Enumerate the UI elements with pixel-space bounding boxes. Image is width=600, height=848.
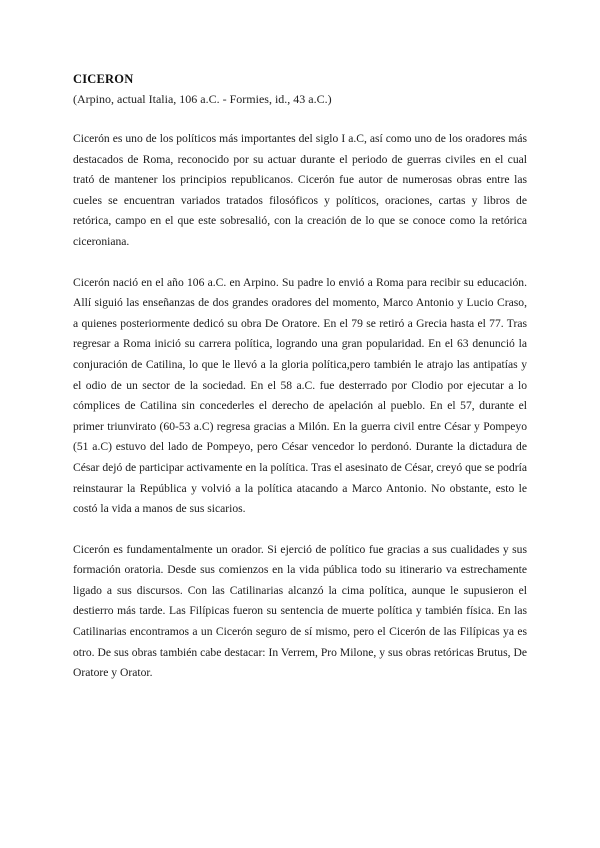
document-subtitle: (Arpino, actual Italia, 106 a.C. - Formies, id., 43 a.C.) bbox=[73, 92, 332, 106]
paragraph-intro: Cicerón es uno de los políticos más importantes del siglo I a.C, así como uno de los oradores más destacados de Roma, reconocido por su actuar durante el periodo de guerras civiles en el cual trató de mantener los principios republicanos. Cicerón fue autor de numerosas obras entre las cueles se encuentran variados tratados filosóficos y políticos, oraciones, cartas y libros de retórica, campo en el que este sobresalió, con la creación de lo que se conoce como la retórica ciceroniana. bbox=[73, 132, 527, 248]
paragraph-orator: Cicerón es fundamentalmente un orador. Si ejerció de político fue gracias a sus cualidades y sus formación oratoria. Desde sus comienzos en la vida pública todo su itinerario va estrechamente ligado a sus discursos. Con las Catilinarias alcanzó la cima política, aunque le supusieron el destierro más tarde. Las Filípicas fueron su sentencia de muerte política y también física. En las Catilinarias encontramos a un Cicerón seguro de sí mismo, pero el Cicerón de las Filípicas ya es otro. De sus obras también cabe destacar: In Verrem, Pro Milone, y sus obras retóricas Brutus, De Oratore y Orator. bbox=[73, 542, 527, 680]
document-title: CICERON bbox=[73, 72, 134, 86]
document-body bbox=[73, 70, 527, 684]
paragraph-biography: Cicerón nació en el año 106 a.C. en Arpino. Su padre lo envió a Roma para recibir su educación. Allí siguió las enseñanzas de dos grandes oradores del momento, Marco Antonio y Lucio Craso, a quienes posteriormente dedicó su obra De Oratore. En el 79 se retiró a Grecia hasta el 77. Tras regresar a Roma inició su carrera política, logrando una gran popularidad. En el 63 denunció la conjuración de Catilina, lo que le llevó a la gloria política,pero también le atrajo las antipatías y el odio de un sector de la sociedad. En el 58 a.C. fue desterrado por Clodio por ejecutar a lo cómplices de Catilina sin concederles el derecho de apelación al pueblo. En el 57, durante el primer triunvirato (60-53 a.C) regresa gracias a Milón. En la guerra civil entre César y Pompeyo (51 a.C) estuvo del lado de Pompeyo, pero César vencedor lo perdonó. Durante la dictadura de César dejó de participar activamente en la política. Tras el asesinato de César, creyó que se podría reinstaurar la República y volvió a la política atacando a Marco Antonio. No obstante, esto le costó la vida a manos de sus sicarios. bbox=[73, 275, 527, 516]
